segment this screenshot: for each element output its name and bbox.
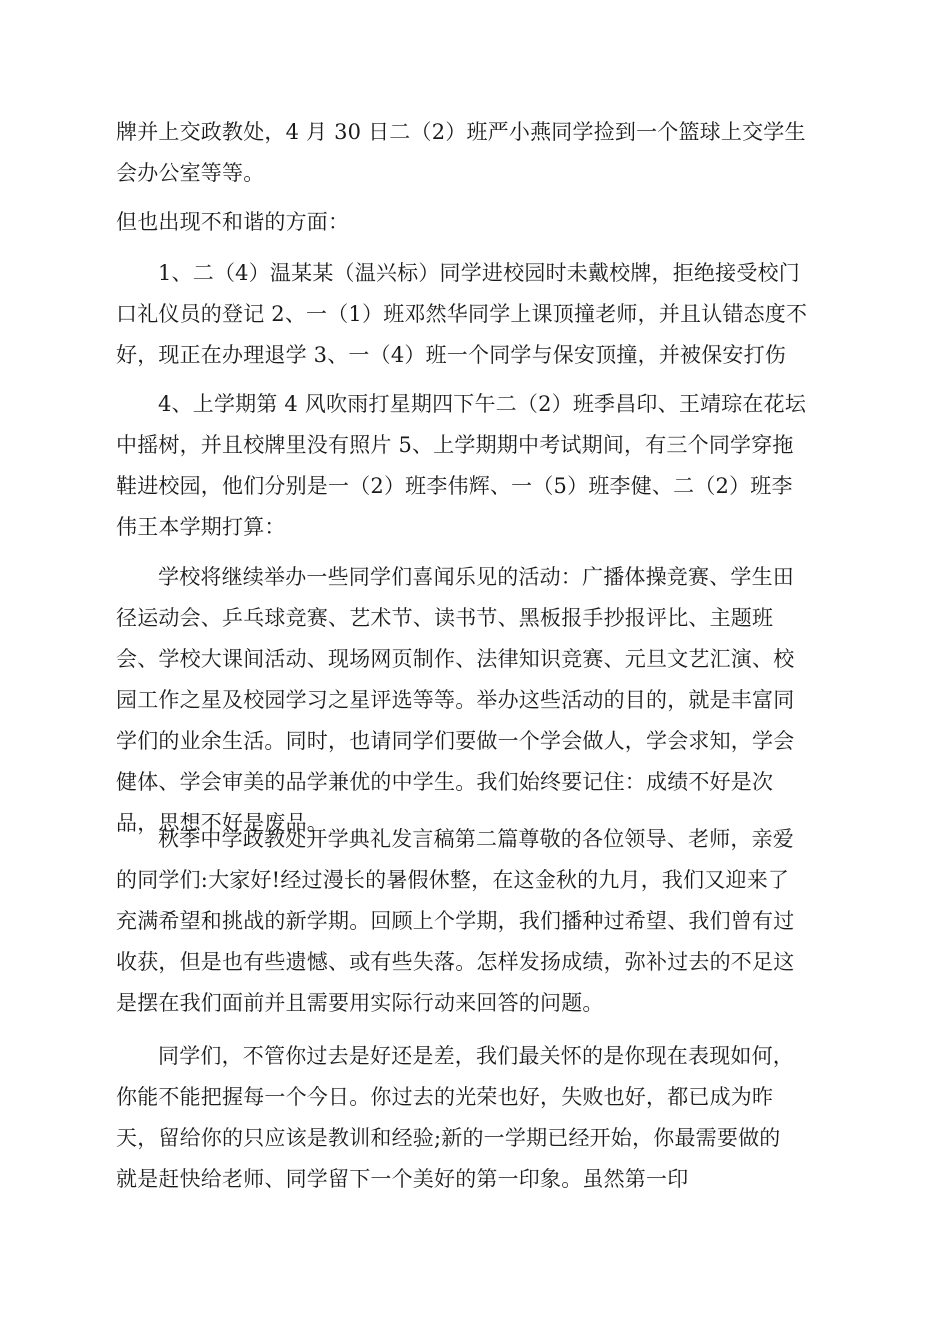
text-line: 会、学校大课间活动、现场网页制作、法律知识竞赛、元旦文艺汇演、校 [116, 647, 795, 671]
text-line: 天，留给你的只应该是教训和经验;新的一学期已经开始，你最需要做的 [116, 1126, 781, 1150]
text-line: 品，思想不好是废品。 [116, 811, 328, 835]
text-line: 1、二（4）温某某（温兴标）同学进校园时未戴校牌，拒绝接受校门 [158, 261, 800, 285]
text-line: 口礼仪员的登记 2、一（1）班邓然华同学上课顶撞老师，并且认错态度不 [116, 302, 808, 326]
text-line: 的同学们:大家好!经过漫长的暑假休整，在这金秋的九月，我们又迎来了 [116, 868, 790, 892]
text-line: 学校将继续举办一些同学们喜闻乐见的活动：广播体操竞赛、学生田 [158, 565, 794, 589]
paragraph-incidents-1-3 [116, 253, 834, 376]
paragraph-lost-and-found [116, 112, 834, 194]
paragraph-disharmony-heading [116, 202, 834, 243]
text-line: 会办公室等等。 [116, 161, 265, 185]
text-line: 4、上学期第 4 风吹雨打星期四下午二（2）班季昌印、王靖琮在花坛 [158, 392, 807, 416]
text-line: 秋季中学政教处开学典礼发言稿第二篇尊敬的各位领导、老师，亲爱 [158, 827, 794, 851]
text-line: 收获，但是也有些遗憾、或有些失落。怎样发扬成绩，弥补过去的不足这 [116, 950, 795, 974]
paragraph-school-activities [116, 557, 834, 844]
text-line: 你能不能把握每一个今日。你过去的光荣也好，失败也好，都已成为昨 [116, 1085, 774, 1109]
text-line: 园工作之星及校园学习之星评选等等。举办这些活动的目的，就是丰富同 [116, 688, 795, 712]
text-line: 中摇树，并且校牌里没有照片 5、上学期期中考试期间，有三个同学穿拖 [116, 433, 794, 457]
text-line: 是摆在我们面前并且需要用实际行动来回答的问题。 [116, 991, 604, 1015]
text-line: 学们的业余生活。同时，也请同学们要做一个学会做人，学会求知，学会 [116, 729, 795, 753]
text-line: 健体、学会审美的品学兼优的中学生。我们始终要记住：成绩不好是次 [116, 770, 774, 794]
text-line: 牌并上交政教处，4 月 30 日二（2）班严小燕同学捡到一个篮球上交学生 [116, 120, 806, 144]
paragraph-students-address [116, 1036, 834, 1200]
paragraph-incidents-4-5 [116, 384, 834, 548]
text-line: 就是赶快给老师、同学留下一个美好的第一印象。虽然第一印 [116, 1167, 689, 1191]
paragraph-second-speech-opening [116, 819, 834, 1024]
text-line: 好，现正在办理退学 3、一（4）班一个同学与保安顶撞，并被保安打伤 [116, 343, 786, 367]
text-line: 充满希望和挑战的新学期。回顾上个学期，我们播种过希望、我们曾有过 [116, 909, 795, 933]
text-line: 径运动会、乒乓球竞赛、艺术节、读书节、黑板报手抄报评比、主题班 [116, 606, 774, 630]
text-line: 伟王本学期打算： [116, 515, 286, 539]
text-line: 但也出现不和谐的方面： [116, 210, 350, 234]
text-line: 同学们，不管你过去是好还是差，我们最关怀的是你现在表现如何， [158, 1044, 794, 1068]
text-line: 鞋进校园，他们分别是一（2）班李伟辉、一（5）班李健、二（2）班李 [116, 474, 793, 498]
